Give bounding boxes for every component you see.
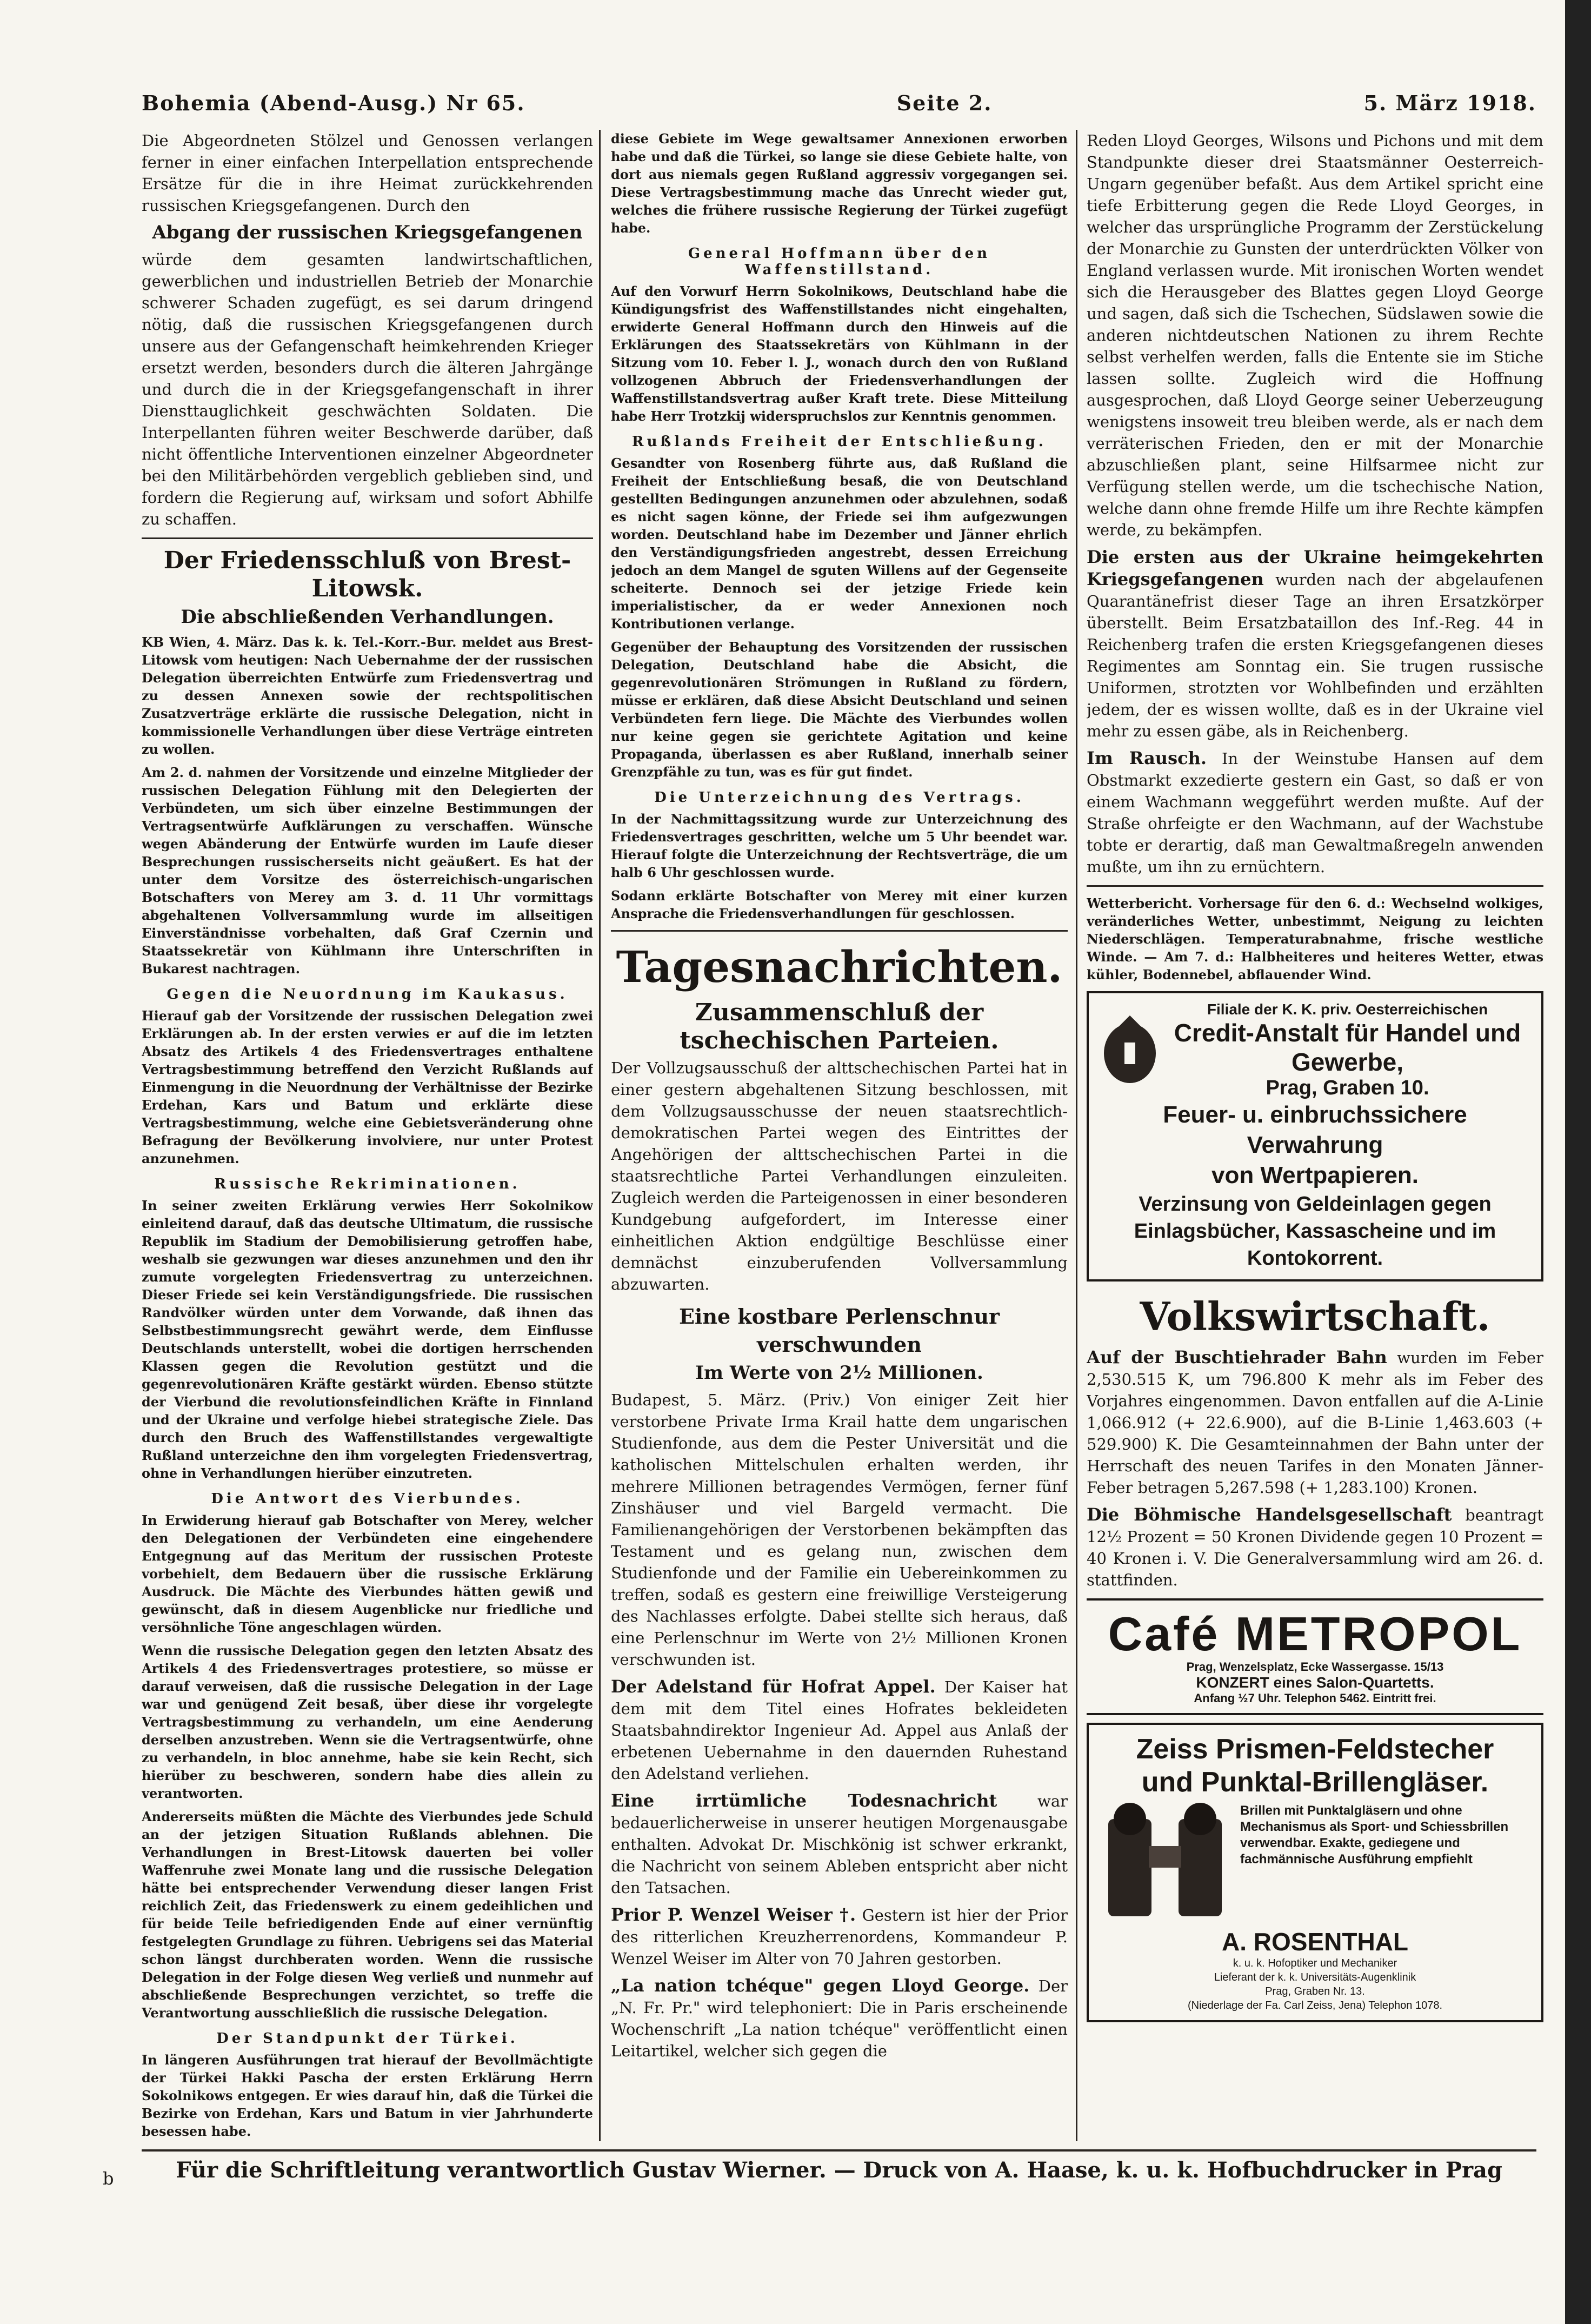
article-paragraph: Am 2. d. nahmen der Vorsitzende und einzelne Mitglieder der russischen Delegation Fühlung mit den Delegierten der Verbündeten, um sich über einzelne Bestimmungen der Vertragsentwürfe Aufklärungen zu verschaffen. Wünsche wegen Abänderung der Entwürfe wurden im Laufe dieser Besprechungen russischerseits nicht geäußert. Es hat der unter dem Vorsitze des österreichisch-ungarischen Botschafters von Merey am 3. d. 11 Uhr vormittags abgehaltenen Vollversammlung wurde im allseitigen Einverständnisse vorbehalten, daß Graf Czernin und Staatssekretär von Kühlmann ihre Unterschriften in Bukarest nachtragen. [142,765,593,977]
news-item-heading: Prior P. Wenzel Weiser †. [611,1904,856,1925]
section-divider [142,537,593,539]
bank-advertisement [1087,991,1543,1281]
bank-ad-line: Verzinsung von Geldeinlagen gegen Einlagsbücher, Kassascheine und im Kontokorrent. [1134,1193,1496,1270]
news-item-text: wurden im Feber 2,530.515 K, um 796.800 K mehr als im Feber des Vorjahres eingenommen. Davon entfallen auf die A-Linie 1,066.912 (+ 22.6.900), auf die B-Linie 1,463.603 (+ 529.900) K. Die Gesamteinnahmen der Bahn unter der Herrschaft des neuen Tarifes in den Monaten Jänner-Feber betragen 5,267.598 (+ 1,283.100) Kronen. [1087,1349,1543,1497]
article-paragraph: In Erwiderung hierauf gab Botschafter von Merey, welcher den Delegationen der Verbündeten eine eingehendere Entgegnung auf das Meritum der russischen Proteste vorbehielt, dem Bedauern über die russische Erklärung Ausdruck. Die Mächte des Vierbundes hätten gewiß und gewünscht, daß in diesem Augenblicke nur friedliche und versöhnliche Töne angeschlagen würden. [142,1512,593,1635]
cafe-ad-title: Café METROPOL [1108,1607,1522,1661]
news-item [611,1676,1068,1784]
section-divider [611,930,1068,932]
news-item [1087,1504,1543,1591]
section-headline: Tagesnachrichten. [616,941,1063,992]
news-item [611,1975,1068,2062]
bank-ad-line: Feuer- u. einbruchssichere Verwahrung [1163,1101,1467,1158]
article-paragraph: Budapest, 5. März. (Priv.) Von einiger Zeit hier verstorbene Private Irma Krail hatte dem ungarischen Studienfonde, aus dem die Pester Universität und die katholischen Mittelschulen erhalten werden, ihr mehrere Millionen betragendes Vermögen, ferner fünf Zinshäuser und viel Bargeld vermacht. Die Familienangehörigen der Verstorbenen bekämpften das Testament und es gelang nun, zwischen dem Studienfonde und der Familie ein Uebereinkommen zu treffen, sodaß es gestern eine freiwillige Versteigerung des Nachlasses erfolgte. Dabei stellte sich heraus, daß eine Perlenschnur im Werte von 2½ Millionen Kronen verschwunden ist. [611,1391,1068,1669]
optician-ad-body [1097,1803,1533,1927]
article-paragraph: Sodann erklärte Botschafter von Merey mit einer kurzen Ansprache die Friedensverhandlungen für geschlossen. [611,888,1068,921]
optician-ad-subheading: und Punktal-Brillengläser. [1141,1767,1489,1798]
page-footer: Für die Schriftleitung verantwortlich Gustav Wierner. — Druck von A. Haase, k. u. k. Hofbuchdrucker in Prag [176,2157,1502,2183]
news-item-heading: Die Böhmische Handelsgesellschaft [1087,1504,1452,1525]
news-item [1087,1346,1543,1498]
news-item [1087,546,1543,742]
news-item-text: war bedauerlicherweise in unserer heutigen Morgenausgabe enthalten. Advokat Dr. Mischkönig ist schwer erkrankt, die Nachricht von seinem Ableben entspricht aber nicht den Tatsachen. [611,1792,1068,1897]
news-item-heading: Auf der Buschtiehrader Bahn [1087,1347,1387,1367]
optician-ad-heading: Zeiss Prismen-Feldstecher [1136,1734,1494,1765]
news-item-heading: Die ersten aus der Ukraine heimgekehrten Kriegsgefangenen [1087,547,1543,589]
article-subheadline: Die abschließenden Verhandlungen. [181,606,554,628]
bank-ad-heading [1162,1001,1533,1100]
bank-ad-address: Prag, Graben 10. [1266,1077,1429,1099]
column-2 [611,130,1068,2163]
optician-ad-text: Brillen mit Punktalgläsern und ohne Mechanismus als Sport- und Schiessbrillen verwendbar. Exakte, gediegene und fachmännische Ausführung empfiehlt [1240,1803,1509,1867]
section-title: Der Standpunkt der Türkei. [216,2030,518,2047]
header-publication: Bohemia (Abend-Ausg.) Nr 65. [142,90,525,115]
scan-edge [1565,0,1591,2324]
cafe-advertisement [1087,1598,1543,1715]
article-paragraph: diese Gebiete im Wege gewaltsamer Annexionen erworben habe und daß die Türkei, so lange sie diese Gebiete halte, von dort aus niemals gegen Rußland aggressiv vorgegangen sei. Diese Vertragsbestimmung mache das Unrecht wieder gut, welches die frühere russische Regierung der Türkei zugefügt habe. [611,131,1068,236]
cafe-ad-line: Prag, Wenzelsplatz, Ecke Wassergasse. 15/13 [1186,1660,1444,1674]
margin-mark: b [103,2168,114,2189]
bank-ad-line: von Wertpapieren. [1211,1162,1419,1188]
article-paragraph: Der Vollzugsausschuß der alttschechischen Partei hat in einer gestern abgehaltenen Sitzung beschlossen, mit dem Vollzugsausschusse der neuen staatsrechtlich-demokratischen Partei wegen des Eintrittes der Angehörigen der alttschechischen Partei in die staatsrechtliche Partei Verhandlungen einzuleiten. Zugleich werden die Parteigenossen in einer besonderen Kundgebung aufgefordert, im Interesse einer einheitlichen Aktion endgültige Beschlüsse einer demnächst einzuberufenden Vollversammlung abzuwarten. [611,1059,1068,1293]
optician-ad-line: Prag, Graben Nr. 13. [1265,1986,1365,1997]
article-subheading: Abgang der russischen Kriegsgefangenen [152,222,583,243]
article-paragraph: KB Wien, 4. März. Das k. k. Tel.-Korr.-Bur. meldet aus Brest-Litowsk vom heutigen: Nach Uebernahme der der russischen Delegation überreichten Entwürfe zum Friedensvertrag und zu dessen Annexen sowie der rechtspolitischen Zusatzverträge erklärte die russische Delegation, nicht in kommissionelle Verhandlungen über diese Verträge eintreten zu wollen. [142,634,593,757]
section-title: Gegen die Neuordnung im Kaukasus. [167,986,568,1002]
page-header [142,87,1536,119]
section-title: Rußlands Freiheit der Entschließung. [632,434,1047,450]
header-page-number: Seite 2. [896,90,993,115]
news-item-heading: Im Rausch. [1087,748,1207,768]
article-paragraph: Reden Lloyd Georges, Wilsons und Pichons und mit dem Standpunkte dieser drei Staatsmänner Oesterreich-Ungarn gegenüber befaßt. Aus dem Artikel spricht eine tiefe Erbitterung gegen die Rede Lloyd Georges, in welcher das ursprüngliche Programm der Zerstückelung der Monarchie zu Gunsten der unterdrückten Völker von England verlassen wurde. Mit ironischen Worten wendet sich die Herausgeber des Blattes gegen Lloyd George und sagen, daß sich die Tschechen, Südslawen sowie die anderen nichtdeutschen Nationen zu ihrem Rechte selbst verhelfen werden, falls die Entente sie im Stiche lassen sollte. Zugleich wird die Hoffnung ausgesprochen, daß Lloyd George seiner Ueberzeugung wenigstens insoweit treu bleiben werde, als er nach dem verräterischen Frieden, den er mit der Monarchie abzuschließen plant, seine Hilfsarmee nicht zur Verfügung stellen werde, um die tschechische Nation, welche dann ohne fremde Hilfe um ihre Rechte kämpfen werde, zu bekämpfen. [1087,131,1543,539]
section-title: Die Antwort des Vierbundes. [211,1491,524,1507]
optician-ad-name: A. ROSENTHAL [1222,1928,1408,1956]
footer-rule [142,2149,1536,2152]
news-item-heading: Der Adelstand für Hofrat Appel. [611,1676,936,1697]
optician-ad-line: (Niederlage der Fa. Carl Zeiss, Jena) Telephon 1078. [1188,2000,1442,2011]
bank-ad-name: Credit-Anstalt für Handel und Gewerbe, [1174,1019,1521,1076]
header-date: 5. März 1918. [1363,90,1536,115]
section-title: Russische Rekriminationen. [214,1176,521,1192]
article-paragraph: Hierauf gab der Vorsitzende der russischen Delegation zwei Erklärungen ab. In der ersten verwies er auf die im letzten Absatz des Artikels 4 des Friedensvertrages enthaltene Vertragsbestimmung betreffend den Verzicht Rußlands auf Einmengung in die Neuordnung der Verhältnisse der Bezirke Erdehan, Kars und Batum und erklärte diese Vertragsbestimmung, welche eine Gebietsveränderung ohne Befragung der Bevölkerung involviere, nur unter Protest anzunehmen. [142,1008,593,1166]
weather-report: Wetterbericht. Vorhersage für den 6. d.: Wechselnd wolkiges, veränderliches Wetter, unbestimmt, Neigung zu leichten Niederschlägen. Temperaturabnahme, frische westliche Winde. — Am 7. d.: Halbheiteres und heiteres Wetter, etwas kühler, Bodennebel, abflauender Wind. [1087,895,1543,982]
article-paragraph: In der Nachmittagssitzung wurde zur Unterzeichnung des Friedensvertrages geschritten, welche um 5 Uhr beendet war. Hierauf folgte die Unterzeichnung der Rechtsverträge, die um halb 6 Uhr geschlossen wurde. [611,811,1068,880]
eagle-emblem-icon [1097,1010,1162,1091]
bank-ad-top: Filiale der K. K. priv. Oesterreichischen [1207,1001,1488,1018]
cafe-ad-line: Anfang ½7 Uhr. Telephon 5462. Eintritt frei. [1194,1691,1436,1705]
article-paragraph: Gesandter von Rosenberg führte aus, daß Rußland die Freiheit der Entschließung besaß, die von Deutschland gestellten Bedingungen anzunehmen oder abzulehnen, sodaß es nicht sagen könne, der Friede sei ihm aufgezwungen worden. Deutschland habe im Dezember und Jänner ehrlich den Verständigungsfrieden angestrebt, dessen Erreichung jedoch an dem Mangel de sguten Willens auf der Gegenseite scheiterte. Dennoch sei der jetzige Friede kein imperialistischer, da er weder Annexionen noch Kontributionen verlange. [611,455,1068,632]
news-item-heading: Eine irrtümliche Todesnachricht [611,1790,997,1811]
article-paragraph: In seiner zweiten Erklärung verwies Herr Sokolnikow einleitend darauf, daß das deutsche Ultimatum, die russische Republik im Stadium der Demobilisierung getroffen habe, weshalb sie gezwungen war dieses anzunehmen und den ihr zumute vorgelegten Friedensvertrag zu unterzeichnen. Dieser Friede sei kein Verständigungsfriede. Die russischen Randvölker würden unter dem Vorwande, daß ihnen das Selbstbestimmungsrecht gewährt werde, dem Einflusse Deutschlands unterstellt, wobei die dortigen herrschenden Klassen gegen die Revolution gestützt und die gegenrevolutionären Kräfte gestärkt würden. Ebenso stützte der Vierbund die revolutionsfeindlichen Kräfte in Finnland und der Ukraine und verfolge hiebei strategische Ziele. Das durch den Bruch des Waffenstillstandes vergewaltigte Rußland unterzeichne den ihm vorgelegten Friedensvertrag, ohne in Verhandlungen hierüber einzutreten. [142,1198,593,1481]
section-headline: Volkswirtschaft. [1140,1293,1490,1339]
section-divider [1087,885,1543,887]
news-item-text: wurden nach der abgelaufenen Quarantänefrist dieser Tage an ihren Ersatzkörper überstellt. Beim Ersatzbataillon des Inf.-Reg. 44 in Reichenberg trafen die ersten Kriegsgefangenen dieses Regimentes am Sonntag ein. Sie trugen russische Uniformen, strotzten vor Wohlbefinden und erzählten jedem, der es wissen wollte, daß es in der Ukraine viel mehr zu essen gäbe, als in Reichenberg. [1087,570,1543,740]
column-divider [1076,130,1077,2141]
column-1 [142,130,593,2163]
news-item-text: beantragt 12½ Prozent = 50 Kronen Dividende gegen 10 Prozent = 40 Kronen i. V. Die Generalversammlung wird am 26. d. stattfinden. [1087,1506,1543,1589]
news-item-text: In der Weinstube Hansen auf dem Obstmarkt exzedierte gestern ein Gast, so daß er von einem Wachmann weggeführt werden mußte. Auf der Straße ohrfeigte er den Wachmann, auf der Wachstube tobte er derartig, daß man Gewaltmaßregeln anwenden mußte, um ihn zu ernüchtern. [1087,749,1543,876]
article-headline: Der Friedensschluß von Brest-Litowsk. [163,547,571,602]
news-item-heading: „La nation tchéque" gegen Lloyd George. [611,1975,1030,1996]
optician-ad-line: k. u. k. Hofoptiker und Mechaniker [1233,1957,1397,1969]
column-3 [1087,130,1543,2163]
article-paragraph: Die Abgeordneten Stölzel und Genossen verlangen ferner in einer einfachen Interpellation entsprechende Ersätze für die in ihre Heimat zurückkehrenden russischen Kriegsgefangenen. Durch den [142,131,593,215]
article-paragraph: In längeren Ausführungen trat hierauf der Bevollmächtigte der Türkei Hakki Pascha der ersten Erklärung Herrn Sokolnikows entgegen. Er wies darauf hin, daß die Türkei die Bezirke von Erdehan, Kars und Batum in vier Jahrhunderte besessen habe. [142,2052,593,2139]
article-subheadline: Im Werte von 2½ Millionen. [695,1362,983,1384]
news-item-text: Der „N. Fr. Pr." wird telephoniert: Die in Paris erscheinende Wochenschrift „La nation tchéque" veröffentlicht einen Leitartikel, welcher sich gegen die [611,1977,1068,2060]
article-paragraph: Wenn die russische Delegation gegen den letzten Absatz des Artikels 4 des Friedensvertrages protestiere, so müsse er darauf verweisen, daß die russische Delegation in der Lage war und genügend Zeit besaß, über diese ihr vorgelegte Vertragsbestimmung zu verhandeln, um eine Aenderung derselben anzustreben. Wenn sie die Vertragsentwürfe, ohne zu verhandeln, in bloc annehme, habe sie kein Recht, sich hierüber zu beschweren, sondern habe dies allein zu verantworten. [142,1643,593,1801]
news-item [611,1790,1068,1898]
section-title: Die Unterzeichnung des Vertrags. [654,789,1024,806]
cafe-ad-line: KONZERT eines Salon-Quartetts. [1196,1674,1434,1691]
news-item-text: Gestern ist hier der Prior des ritterlichen Kreuzherrenordens, Kommandeur P. Wenzel Weiser im Alter von 70 Jahren gestorben. [611,1906,1068,1968]
news-item [1087,747,1543,878]
article-headline: Eine kostbare Perlenschnur verschwunden [678,1304,1000,1357]
article-headline: Zusammenschluß der tschechischen Parteien. [680,999,999,1054]
section-title: General Hoffmann über den Waffenstillstand. [688,245,991,278]
column-divider [599,130,601,2141]
article-paragraph: würde dem gesamten landwirtschaftlichen, gewerblichen und industriellen Betrieb der Monarchie schwerer Schaden zugefügt, es sei darum dringend nötig, daß die russischen Kriegsgefangenen durch unsere aus der Gefangenschaft heimkehrenden Krieger ersetzt werden, besonders durch die älteren Jahrgänge und durch die in der Kriegsgefangenschaft in ihrer Diensttauglichkeit geschwächten Soldaten. Die Interpellanten führen weiter Beschwerde darüber, daß nicht öffentliche Interventionen einzelner Abgeordneter bei den Militärbehörden vergeblich geblieben sind, und fordern die Regierung auf, wirksam und sofort Abhilfe zu schaffen. [142,250,593,528]
optician-advertisement [1087,1723,1543,2022]
article-paragraph: Andererseits müßten die Mächte des Vierbundes jede Schuld an der jetzigen Situation Rußlands ablehnen. Die Verhandlungen in Brest-Litowsk dauerten bei voller Waffenruhe zwei Monate lang und die russische Delegation hätte bei entsprechender Verwendung dieser langen Frist reichlich Zeit, das Friedenswerk zu einem gedeihlichen und für beide Teile befriedigenden Ende auf einer vernünftig festgelegten Grundlage zu führen. Uebrigens sei das Material schon längst durchberaten worden. Wenn die russische Delegation in der Folge diesen Weg verließ und nunmehr auf abschließende Besprechungen verzichtet, so treffe die Verantwortung ausschließlich die russische Delegation. [142,1809,593,2021]
optician-ad-line: Lieferant der k. k. Universitäts-Augenklinik [1214,1971,1416,1983]
article-paragraph: Gegenüber der Behauptung des Vorsitzenden der russischen Delegation, Deutschland habe die Absicht, die gegenrevolutionären Strömungen in Rußland zu fördern, müsse er erklären, daß diese Absicht Deutschland und seinen Verbündeten fern liege. Die Mächte des Vierbundes wollen nur keine gegen sie gerichtete Agitation und keine Propaganda, überlassen es aber Rußland, innerhalb seiner Grenzpfähle zu tun, was es für gut findet. [611,639,1068,780]
binoculars-icon [1097,1803,1233,1927]
news-item-text: Der Kaiser hat dem mit dem Titel eines Hofrates bekleideten Staatsbahndirektor Ingenieur Ad. Appel aus Anlaß der erbetenen Uebernahme in den dauernden Ruhestand den Adelstand verliehen. [611,1678,1068,1783]
bank-ad-header [1097,1001,1533,1100]
article-paragraph: Auf den Vorwurf Herrn Sokolnikows, Deutschland habe die Kündigungsfrist des Waffenstillstandes nicht eingehalten, erwiderte General Hoffmann durch den Hinweis auf die Erklärungen des Staatssekretärs von Kühlmann in der Sitzung vom 10. Feber l. J., wonach durch den von Rußland vollzogenen Abbruch der Friedensverhandlungen der Waffenstillstandsvertrag außer Kraft trete. Diese Mitteilung habe Herr Trotzkij widerspruchslos zur Kenntnis genommen. [611,283,1068,424]
news-item [611,1904,1068,1969]
